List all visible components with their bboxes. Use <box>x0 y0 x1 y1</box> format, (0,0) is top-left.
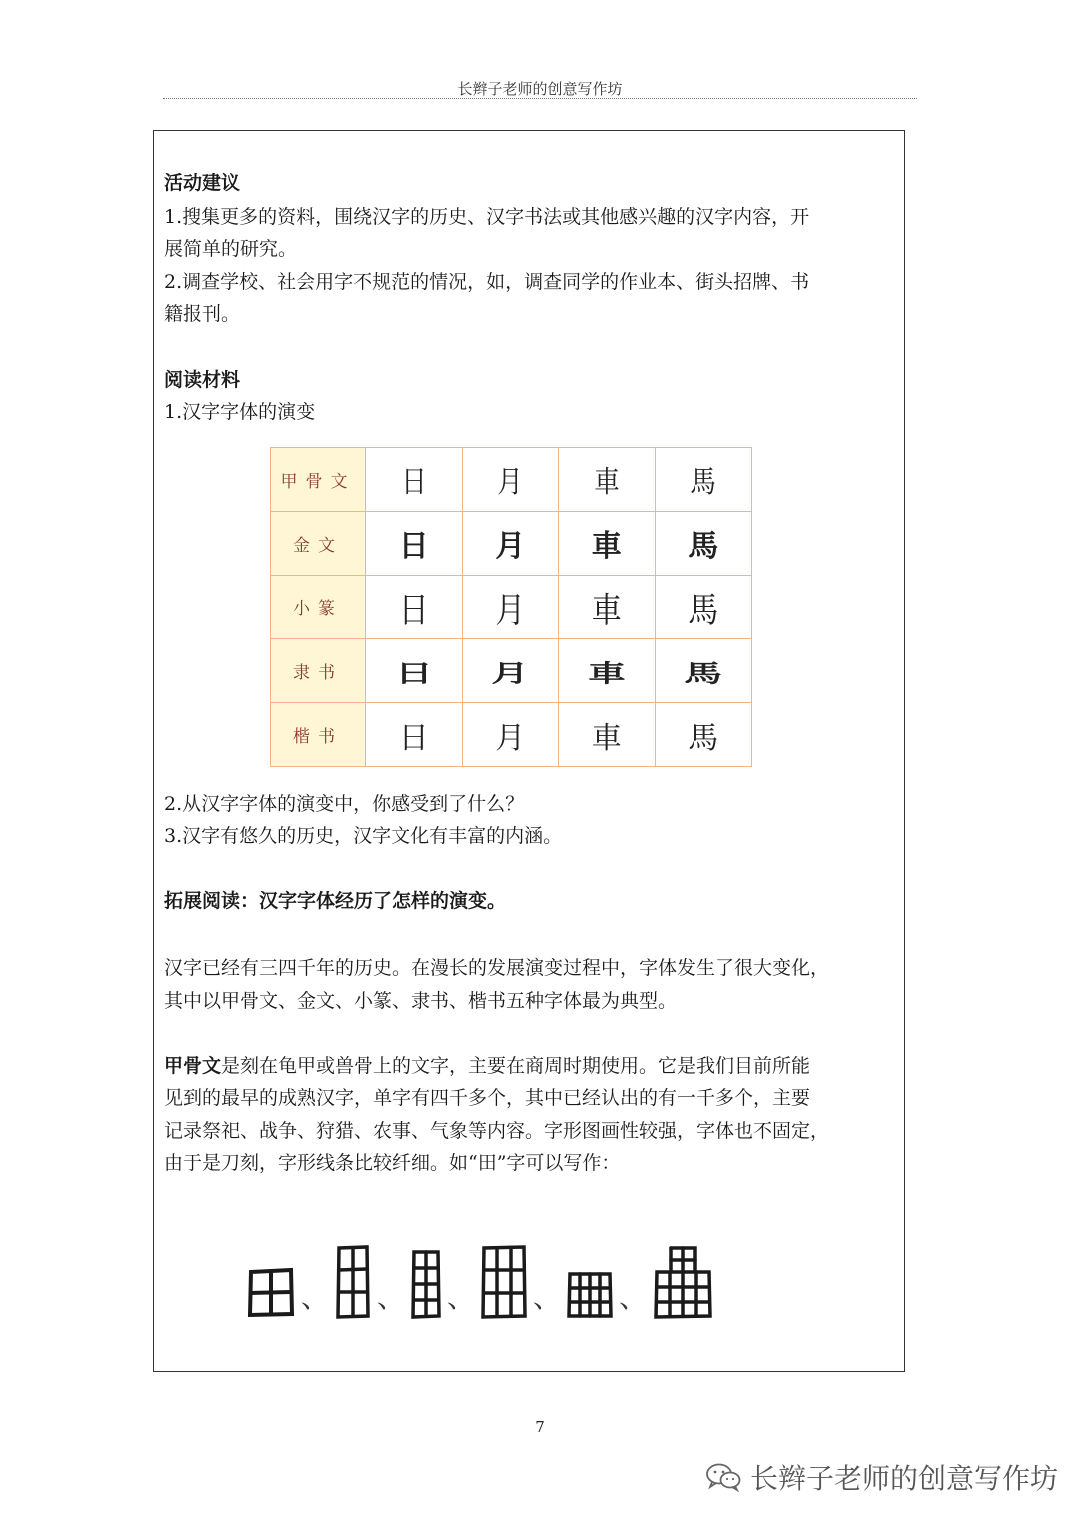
glyph-cell <box>655 448 752 512</box>
glyph-cell <box>366 511 463 575</box>
glyph-cell <box>366 639 463 703</box>
extended-para-2-line-1 <box>164 1050 810 1082</box>
glyph-moon: 月 <box>495 720 526 756</box>
glyph-cell <box>655 703 752 767</box>
glyph-horse: 馬 <box>688 590 719 632</box>
activity-heading: 活动建议 <box>164 172 241 194</box>
oracle-bone-term: 甲骨文 <box>164 1055 222 1077</box>
glyph-cell <box>655 639 752 703</box>
tian-glyph-3 <box>409 1246 443 1322</box>
table-row-bronze <box>271 511 752 575</box>
glyph-cell <box>462 511 559 575</box>
glyph-cell <box>366 448 463 512</box>
activity-item-1-line-1: 1.搜集更多的资料，围绕汉字的历史、汉字书法或其他感兴趣的汉字内容，开 <box>164 206 810 228</box>
separator: 、 <box>619 1281 648 1314</box>
glyph-cell <box>559 575 656 639</box>
glyph-horse: 馬 <box>690 465 716 501</box>
reading-item-3: 3.汉字有悠久的历史，汉字文化有丰富的内涵。 <box>164 825 563 847</box>
header-title: 长辫子老师的创意写作坊 <box>457 80 623 98</box>
row-label: 隶书 <box>271 639 366 703</box>
glyph-sun: 日 <box>398 529 429 565</box>
glyph-horse: 馬 <box>688 529 719 565</box>
glyph-cell <box>366 703 463 767</box>
glyph-cell <box>655 575 752 639</box>
table-row-oracle <box>271 448 752 512</box>
glyph-cell <box>559 511 656 575</box>
glyph-cart: 車 <box>594 465 620 501</box>
glyph-cell <box>366 575 463 639</box>
glyph-cart: 車 <box>588 659 626 688</box>
row-label: 楷书 <box>271 703 366 767</box>
watermark-text: 长辫子老师的创意写作坊 <box>750 1462 1059 1495</box>
glyph-cell <box>559 448 656 512</box>
glyph-cell <box>559 703 656 767</box>
glyph-sun: 日 <box>398 590 429 632</box>
glyph-sun: 日 <box>398 720 429 756</box>
glyph-cell <box>462 703 559 767</box>
glyph-cell <box>655 511 752 575</box>
glyph-moon: 月 <box>495 529 526 565</box>
glyph-horse: 馬 <box>684 659 722 688</box>
reading-item-2: 2.从汉字字体的演变中，你感受到了什么？ <box>164 793 525 815</box>
extended-para-1-line-2: 其中以甲骨文、金文、小篆、隶书、楷书五种字体最为典型。 <box>164 990 678 1012</box>
tian-glyph-5 <box>565 1268 615 1322</box>
activity-item-2-line-1: 2.调查学校、社会用字不规范的情况，如，调查同学的作业本、街头招牌、书 <box>164 271 810 293</box>
tian-glyph-1 <box>245 1262 297 1322</box>
row-label: 小篆 <box>271 575 366 639</box>
glyph-moon: 月 <box>491 659 529 688</box>
row-label: 甲骨文 <box>271 448 366 512</box>
glyph-cell <box>462 639 559 703</box>
separator: 、 <box>447 1281 476 1314</box>
glyph-cart: 車 <box>591 529 622 565</box>
table-row-small-seal <box>271 575 752 639</box>
header-divider <box>163 98 917 99</box>
glyph-moon: 月 <box>495 590 526 632</box>
glyph-sun: 日 <box>395 659 433 688</box>
glyph-cell <box>462 575 559 639</box>
glyph-moon: 月 <box>497 465 523 501</box>
glyph-cell <box>462 448 559 512</box>
activity-item-1-line-2: 展简单的研究。 <box>164 238 298 260</box>
row-label: 金文 <box>271 511 366 575</box>
glyph-sun: 日 <box>401 465 427 501</box>
activity-item-2-line-2: 籍报刊。 <box>164 303 241 325</box>
wechat-icon <box>704 1462 742 1492</box>
script-evolution-table <box>270 447 752 767</box>
extended-para-1-line-1: 汉字已经有三四千年的历史。在漫长的发展演变过程中，字体发生了很大变化， <box>164 957 830 979</box>
separator: 、 <box>377 1281 406 1314</box>
watermark <box>704 1457 1058 1497</box>
glyph-cell <box>559 639 656 703</box>
extended-para-2-line-4: 由于是刀刻，字形线条比较纤细。如“田”字可以写作： <box>164 1152 621 1174</box>
glyph-cart: 車 <box>591 590 622 632</box>
table-row-regular <box>271 703 752 767</box>
para-2-line-1-text: 是刻在龟甲或兽骨上的文字，主要在商周时期使用。它是我们目前所能 <box>221 1055 811 1077</box>
separator: 、 <box>533 1281 562 1314</box>
page-number: 7 <box>535 1418 545 1436</box>
separator: 、 <box>301 1281 330 1314</box>
tian-variants-illustration <box>245 1222 715 1322</box>
extended-heading: 拓展阅读：汉字字体经历了怎样的演变。 <box>164 890 507 912</box>
glyph-cart: 車 <box>591 720 622 756</box>
reading-item-1: 1.汉字字体的演变 <box>164 401 316 423</box>
reading-heading: 阅读材料 <box>164 369 241 391</box>
table-row-clerical <box>271 639 752 703</box>
extended-para-2-line-2: 见到的最早的成熟汉字，单字有四千多个，其中已经认出的有一千多个，主要 <box>164 1087 811 1109</box>
tian-glyph-6 <box>651 1242 715 1322</box>
extended-para-2-line-3: 记录祭祀、战争、狩猎、农事、气象等内容。字形图画性较强，字体也不固定， <box>164 1120 830 1142</box>
tian-glyph-2 <box>333 1242 373 1322</box>
tian-glyph-4 <box>479 1242 529 1322</box>
glyph-horse: 馬 <box>688 720 719 756</box>
